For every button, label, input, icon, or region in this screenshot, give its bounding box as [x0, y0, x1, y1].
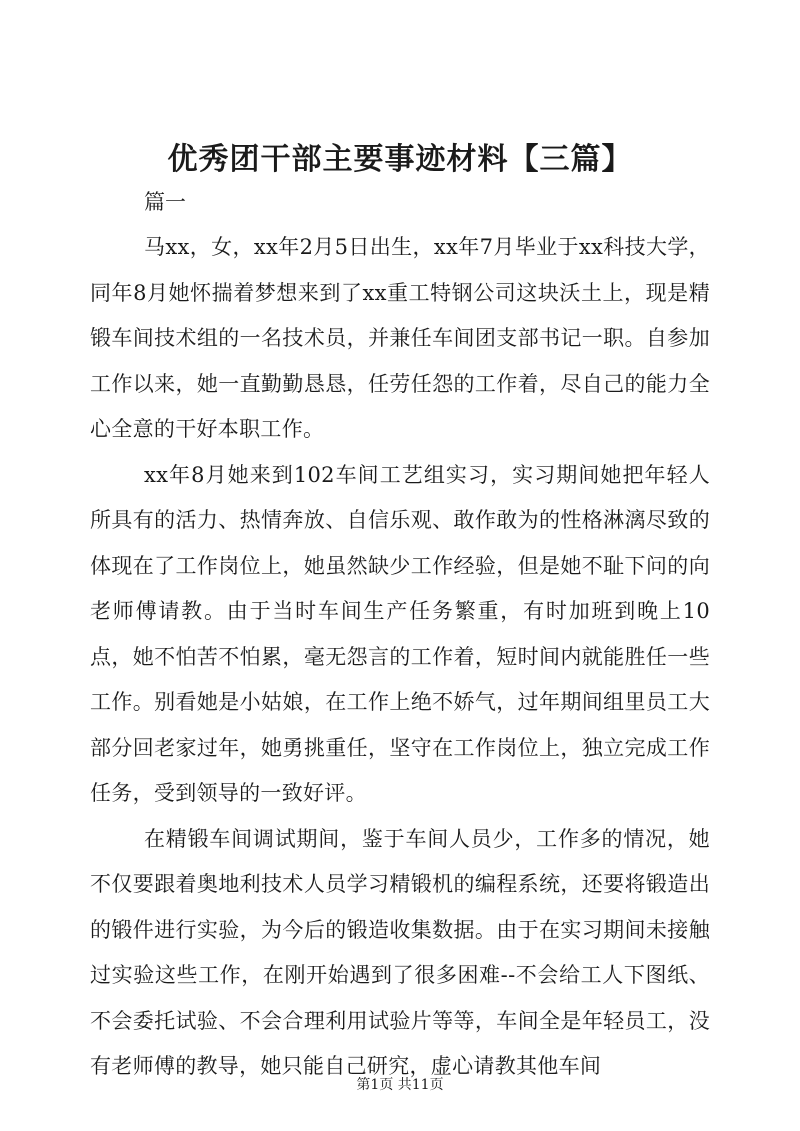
- paragraph-2: xx年8月她来到102车间工艺组实习，实习期间她把年轻人所具有的活力、热情奔放、自信乐观、敢作敢为的性格淋漓尽致的体现在了工作岗位上，她虽然缺少工作经验，但是她不耻下问的向老师傅请教。由于当时车间生产任务繁重，有时加班到晚上10点，她不怕苦不怕累，毫无怨言的工作着，短时间内就能胜任一些工作。别看她是小姑娘，在工作上绝不娇气，过年期间组里员工大部分回老家过年，她勇挑重任，坚守在工作岗位上，独立完成工作任务，受到领导的一致好评。: [90, 462, 710, 805]
- document-title: 优秀团干部主要事迹材料【三篇】: [167, 142, 633, 177]
- document-body: [90, 180, 710, 1090]
- paragraph-3: 在精锻车间调试期间，鉴于车间人员少，工作多的情况，她不仅要跟着奥地利技术人员学习精锻机的编程系统，还要将锻造出的锻件进行实验，为今后的锻造收集数据。由于在实习期间未接触过实验这些工作，在刚开始遇到了很多困难--不会给工人下图纸、不会委托试验、不会合理利用试验片等等，车间全是年轻员工，没有老师傅的教导，她只能自己研究，虚心请教其他车间: [90, 826, 710, 1078]
- section-label: 篇一: [144, 190, 186, 214]
- paragraph-1: 马xx，女，xx年2月5日出生，xx年7月毕业于xx科技大学，同年8月她怀揣着梦想来到了xx重工特钢公司这块沃土上，现是精锻车间技术组的一名技术员，并兼任车间团支部书记一职。自参加工作以来，她一直勤勤恳恳，任劳任怨的工作着，尽自己的能力全心全意的干好本职工作。: [90, 235, 710, 441]
- page-footer: 第1页 共11页: [356, 1077, 444, 1093]
